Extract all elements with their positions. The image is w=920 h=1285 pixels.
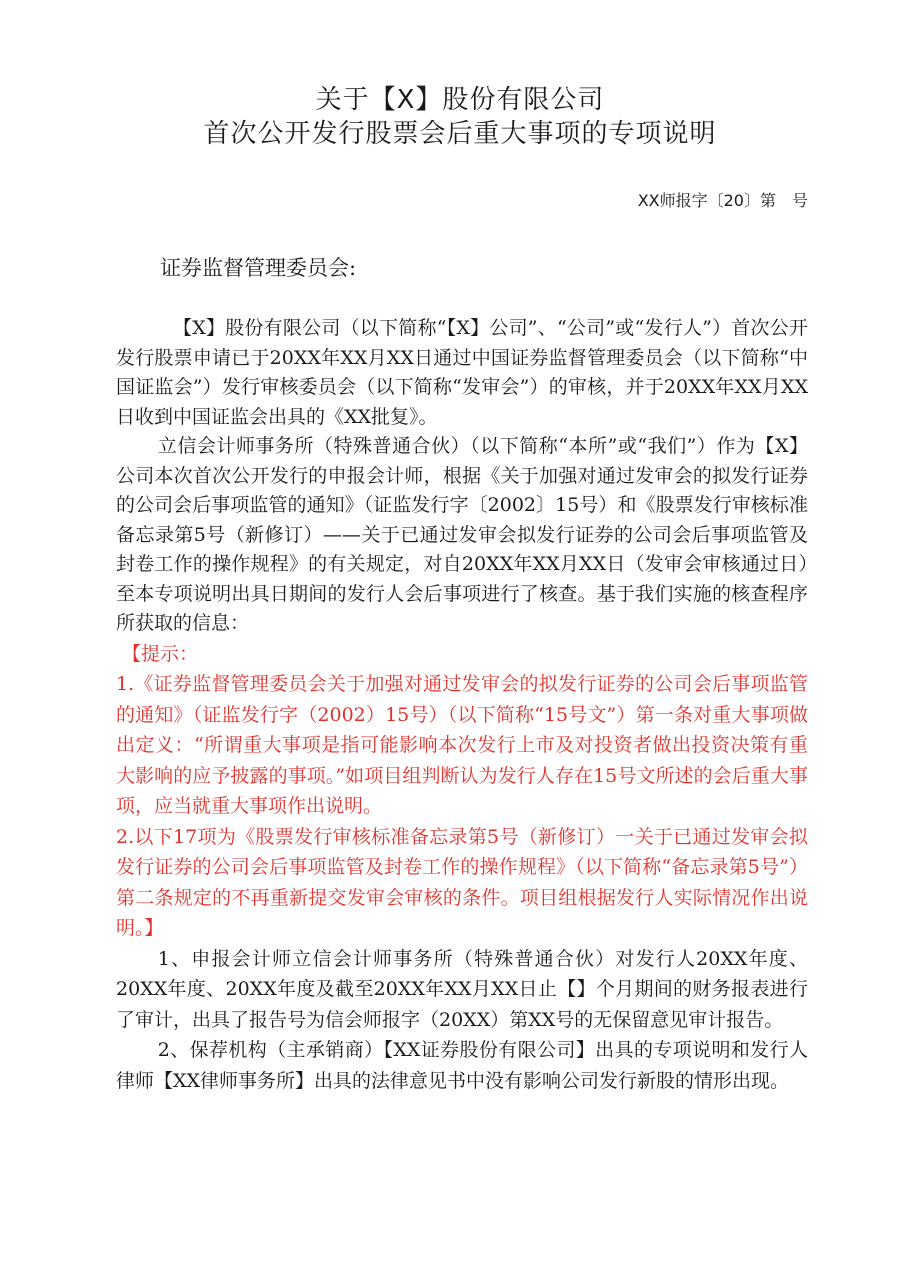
tip-item-1: 1.《证券监督管理委员会关于加强对通过发审会的拟发行证券的公司会后事项监管的通知》（证监发行字（2002）15号）（以下简称“15号文”）第一条对重大事项做出定义：“所谓重大事项是指可能影响本次发行上市及对投资者做出投资决策有重大影响的应予披露的事项。”如项目组判断认为发行人存在15号文所述的会后重大事项，应当就重大事项作出说明。 [116, 673, 808, 817]
tip-item-2: 2.以下17项为《股票发行审核标准备忘录第5号（新修订）一关于已通过发审会拟发行证券的公司会后事项监管及封卷工作的操作规程》（以下简称“备忘录第5号”）第二条规定的不再重新提交发审会审核的条件。项目组根据发行人实际情况作出说明。】 [116, 825, 808, 939]
paragraph-intro: 【X】股份有限公司（以下简称“【X】公司”、“公司”或“发行人”）首次公开发行股票申请已于20XX年XX月XX日通过中国证券监督管理委员会（以下简称“中国证监会”）发行审核委员会（以下简称“发审会”）的审核，并于20XX年XX月XX日收到中国证监会出具的《XX批复》。 [116, 317, 808, 428]
item-2: 2、保荐机构（主承销商）【XX证券股份有限公司】出具的专项说明和发行人律师【XX律师事务所】出具的法律意见书中没有影响公司发行新股的情形出现。 [116, 1039, 808, 1092]
document-body [116, 314, 808, 1096]
tip-block [116, 639, 808, 944]
document-title-line1: 关于【X】股份有限公司 [315, 85, 605, 115]
document-title-line2: 首次公开发行股票会后重大事项的专项说明 [203, 119, 717, 149]
tip-heading: 【提示： [122, 642, 199, 665]
paragraph-basis: 立信会计师事务所（特殊普通合伙）（以下简称“本所”或“我们”）作为【X】公司本次首次公开发行的申报会计师，根据《关于加强对通过发审会的拟发行证券的公司会后事项监管的通知》（证监发行字〔2002〕15号）和《股票发行审核标准备忘录第5号（新修订）——关于已通过发审会拟发行证券的公司会后事项监管及封卷工作的操作规程》的有关规定，对自20XX年XX月XX日（发审会审核通过日）至本专项说明出具日期间的发行人会后事项进行了核查。基于我们实施的核查程序所获取的信息： [116, 435, 808, 634]
addressee: 证券监督管理委员会: [160, 256, 357, 280]
reference-number: XX师报字〔20〕第 号 [637, 191, 808, 210]
item-1: 1、申报会计师立信会计师事务所（特殊普通合伙）对发行人20XX年度、20XX年度、20XX年度及截至20XX年XX月XX日止【】个月期间的财务报表进行了审计，出具了报告号为信会师报字（20XX）第XX号的无保留意见审计报告。 [116, 947, 808, 1031]
